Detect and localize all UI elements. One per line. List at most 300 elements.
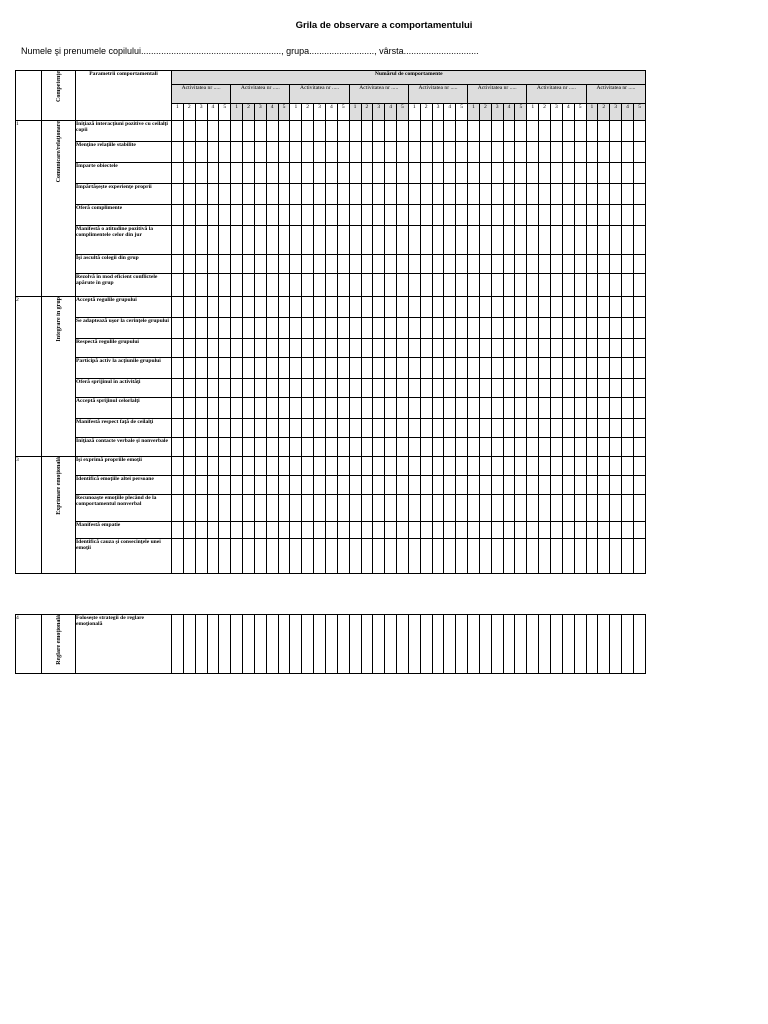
observation-cell[interactable] [633,274,645,297]
observation-cell[interactable] [314,398,326,419]
observation-cell[interactable] [432,226,444,255]
observation-cell[interactable] [468,184,480,205]
observation-cell[interactable] [183,615,195,674]
observation-cell[interactable] [207,522,219,539]
observation-cell[interactable] [527,184,539,205]
observation-cell[interactable] [432,522,444,539]
observation-cell[interactable] [219,495,231,522]
observation-cell[interactable] [243,438,255,457]
observation-cell[interactable] [325,398,337,419]
observation-cell[interactable] [337,318,349,339]
observation-cell[interactable] [539,205,551,226]
observation-cell[interactable] [574,339,586,358]
observation-cell[interactable] [456,539,468,574]
observation-cell[interactable] [515,522,527,539]
observation-cell[interactable] [420,274,432,297]
observation-cell[interactable] [491,419,503,438]
observation-cell[interactable] [254,163,266,184]
observation-cell[interactable] [266,318,278,339]
observation-cell[interactable] [397,121,409,142]
observation-cell[interactable] [207,339,219,358]
observation-cell[interactable] [385,142,397,163]
observation-cell[interactable] [254,495,266,522]
observation-cell[interactable] [432,419,444,438]
observation-cell[interactable] [610,255,622,274]
observation-cell[interactable] [302,274,314,297]
observation-cell[interactable] [373,419,385,438]
observation-cell[interactable] [527,255,539,274]
observation-cell[interactable] [243,274,255,297]
observation-cell[interactable] [515,226,527,255]
observation-cell[interactable] [408,163,420,184]
observation-cell[interactable] [302,297,314,318]
observation-cell[interactable] [444,398,456,419]
observation-cell[interactable] [468,615,480,674]
observation-cell[interactable] [491,255,503,274]
observation-cell[interactable] [325,379,337,398]
observation-cell[interactable] [610,205,622,226]
observation-cell[interactable] [539,121,551,142]
observation-cell[interactable] [302,339,314,358]
observation-cell[interactable] [562,142,574,163]
observation-cell[interactable] [254,339,266,358]
observation-cell[interactable] [373,476,385,495]
observation-cell[interactable] [562,226,574,255]
observation-cell[interactable] [468,419,480,438]
observation-cell[interactable] [254,457,266,476]
observation-cell[interactable] [385,274,397,297]
observation-cell[interactable] [527,495,539,522]
observation-cell[interactable] [266,495,278,522]
observation-cell[interactable] [503,476,515,495]
observation-cell[interactable] [373,318,385,339]
observation-cell[interactable] [207,184,219,205]
observation-cell[interactable] [539,539,551,574]
observation-cell[interactable] [278,318,290,339]
observation-cell[interactable] [337,522,349,539]
observation-cell[interactable] [456,142,468,163]
observation-cell[interactable] [586,379,598,398]
observation-cell[interactable] [491,522,503,539]
observation-cell[interactable] [207,398,219,419]
observation-cell[interactable] [290,358,302,379]
observation-cell[interactable] [278,226,290,255]
observation-cell[interactable] [586,163,598,184]
observation-cell[interactable] [254,255,266,274]
observation-cell[interactable] [361,438,373,457]
observation-cell[interactable] [278,184,290,205]
observation-cell[interactable] [515,457,527,476]
observation-cell[interactable] [231,358,243,379]
observation-cell[interactable] [622,495,634,522]
observation-cell[interactable] [622,121,634,142]
observation-cell[interactable] [456,297,468,318]
observation-cell[interactable] [491,495,503,522]
observation-cell[interactable] [479,495,491,522]
observation-cell[interactable] [503,358,515,379]
observation-cell[interactable] [551,255,563,274]
observation-cell[interactable] [243,184,255,205]
observation-cell[interactable] [290,339,302,358]
observation-cell[interactable] [325,121,337,142]
observation-cell[interactable] [503,121,515,142]
observation-cell[interactable] [314,255,326,274]
observation-cell[interactable] [373,297,385,318]
observation-cell[interactable] [444,184,456,205]
observation-cell[interactable] [290,163,302,184]
observation-cell[interactable] [633,318,645,339]
observation-cell[interactable] [491,398,503,419]
observation-cell[interactable] [337,539,349,574]
observation-cell[interactable] [551,205,563,226]
observation-cell[interactable] [195,379,207,398]
observation-cell[interactable] [539,379,551,398]
observation-cell[interactable] [456,205,468,226]
observation-cell[interactable] [527,457,539,476]
observation-cell[interactable] [491,318,503,339]
observation-cell[interactable] [266,539,278,574]
observation-cell[interactable] [183,184,195,205]
observation-cell[interactable] [207,379,219,398]
observation-cell[interactable] [195,318,207,339]
observation-cell[interactable] [420,297,432,318]
observation-cell[interactable] [373,358,385,379]
observation-cell[interactable] [183,274,195,297]
observation-cell[interactable] [361,495,373,522]
observation-cell[interactable] [574,358,586,379]
observation-cell[interactable] [349,495,361,522]
observation-cell[interactable] [562,495,574,522]
observation-cell[interactable] [456,358,468,379]
observation-cell[interactable] [243,163,255,184]
observation-cell[interactable] [586,476,598,495]
observation-cell[interactable] [444,358,456,379]
observation-cell[interactable] [503,457,515,476]
observation-cell[interactable] [266,398,278,419]
observation-cell[interactable] [633,358,645,379]
observation-cell[interactable] [468,297,480,318]
observation-cell[interactable] [633,495,645,522]
observation-cell[interactable] [349,457,361,476]
observation-cell[interactable] [456,476,468,495]
observation-cell[interactable] [373,539,385,574]
observation-cell[interactable] [503,438,515,457]
observation-cell[interactable] [172,438,184,457]
observation-cell[interactable] [503,205,515,226]
observation-cell[interactable] [219,184,231,205]
observation-cell[interactable] [610,398,622,419]
observation-cell[interactable] [444,297,456,318]
observation-cell[interactable] [397,205,409,226]
observation-cell[interactable] [231,495,243,522]
observation-cell[interactable] [172,205,184,226]
observation-cell[interactable] [432,142,444,163]
observation-cell[interactable] [183,339,195,358]
observation-cell[interactable] [349,438,361,457]
observation-cell[interactable] [361,274,373,297]
observation-cell[interactable] [373,163,385,184]
observation-cell[interactable] [468,539,480,574]
observation-cell[interactable] [562,476,574,495]
observation-cell[interactable] [325,438,337,457]
observation-cell[interactable] [183,522,195,539]
observation-cell[interactable] [314,419,326,438]
observation-cell[interactable] [207,142,219,163]
observation-cell[interactable] [598,226,610,255]
observation-cell[interactable] [574,318,586,339]
observation-cell[interactable] [183,163,195,184]
observation-cell[interactable] [420,438,432,457]
observation-cell[interactable] [231,457,243,476]
observation-cell[interactable] [527,205,539,226]
observation-cell[interactable] [172,163,184,184]
observation-cell[interactable] [539,184,551,205]
observation-cell[interactable] [266,379,278,398]
observation-cell[interactable] [254,274,266,297]
observation-cell[interactable] [207,539,219,574]
observation-cell[interactable] [243,398,255,419]
observation-cell[interactable] [444,457,456,476]
observation-cell[interactable] [503,339,515,358]
observation-cell[interactable] [337,142,349,163]
observation-cell[interactable] [266,163,278,184]
observation-cell[interactable] [610,476,622,495]
observation-cell[interactable] [551,163,563,184]
observation-cell[interactable] [302,476,314,495]
observation-cell[interactable] [397,184,409,205]
observation-cell[interactable] [219,274,231,297]
observation-cell[interactable] [420,339,432,358]
observation-cell[interactable] [515,419,527,438]
observation-cell[interactable] [562,539,574,574]
observation-cell[interactable] [278,476,290,495]
observation-cell[interactable] [562,318,574,339]
observation-cell[interactable] [527,339,539,358]
observation-cell[interactable] [385,318,397,339]
observation-cell[interactable] [468,255,480,274]
observation-cell[interactable] [183,205,195,226]
observation-cell[interactable] [397,142,409,163]
observation-cell[interactable] [610,419,622,438]
observation-cell[interactable] [539,495,551,522]
observation-cell[interactable] [195,495,207,522]
observation-cell[interactable] [539,318,551,339]
observation-cell[interactable] [468,495,480,522]
observation-cell[interactable] [278,163,290,184]
observation-cell[interactable] [314,339,326,358]
observation-cell[interactable] [195,358,207,379]
observation-cell[interactable] [361,142,373,163]
observation-cell[interactable] [349,339,361,358]
observation-cell[interactable] [598,476,610,495]
observation-cell[interactable] [456,274,468,297]
observation-cell[interactable] [266,438,278,457]
observation-cell[interactable] [491,297,503,318]
observation-cell[interactable] [527,476,539,495]
observation-cell[interactable] [479,184,491,205]
observation-cell[interactable] [551,379,563,398]
observation-cell[interactable] [231,184,243,205]
observation-cell[interactable] [527,419,539,438]
observation-cell[interactable] [527,539,539,574]
observation-cell[interactable] [325,142,337,163]
observation-cell[interactable] [183,476,195,495]
observation-cell[interactable] [622,358,634,379]
observation-cell[interactable] [539,398,551,419]
observation-cell[interactable] [432,615,444,674]
observation-cell[interactable] [243,121,255,142]
observation-cell[interactable] [278,495,290,522]
observation-cell[interactable] [172,457,184,476]
observation-cell[interactable] [408,205,420,226]
observation-cell[interactable] [278,339,290,358]
observation-cell[interactable] [598,184,610,205]
observation-cell[interactable] [278,358,290,379]
observation-cell[interactable] [527,121,539,142]
observation-cell[interactable] [408,476,420,495]
observation-cell[interactable] [254,438,266,457]
observation-cell[interactable] [231,539,243,574]
observation-cell[interactable] [172,226,184,255]
observation-cell[interactable] [408,358,420,379]
observation-cell[interactable] [337,255,349,274]
observation-cell[interactable] [479,615,491,674]
observation-cell[interactable] [278,297,290,318]
observation-cell[interactable] [515,255,527,274]
observation-cell[interactable] [539,457,551,476]
observation-cell[interactable] [539,226,551,255]
observation-cell[interactable] [420,184,432,205]
observation-cell[interactable] [610,297,622,318]
observation-cell[interactable] [633,379,645,398]
observation-cell[interactable] [231,522,243,539]
observation-cell[interactable] [314,318,326,339]
observation-cell[interactable] [479,438,491,457]
observation-cell[interactable] [314,184,326,205]
observation-cell[interactable] [183,398,195,419]
observation-cell[interactable] [385,379,397,398]
observation-cell[interactable] [479,522,491,539]
observation-cell[interactable] [610,457,622,476]
observation-cell[interactable] [610,615,622,674]
observation-cell[interactable] [479,274,491,297]
observation-cell[interactable] [219,379,231,398]
observation-cell[interactable] [491,163,503,184]
observation-cell[interactable] [491,274,503,297]
observation-cell[interactable] [432,398,444,419]
observation-cell[interactable] [586,205,598,226]
observation-cell[interactable] [207,121,219,142]
observation-cell[interactable] [420,457,432,476]
observation-cell[interactable] [266,274,278,297]
observation-cell[interactable] [254,142,266,163]
observation-cell[interactable] [219,398,231,419]
observation-cell[interactable] [444,495,456,522]
observation-cell[interactable] [266,522,278,539]
observation-cell[interactable] [503,539,515,574]
observation-cell[interactable] [183,255,195,274]
observation-cell[interactable] [515,297,527,318]
observation-cell[interactable] [302,358,314,379]
observation-cell[interactable] [325,476,337,495]
observation-cell[interactable] [302,615,314,674]
observation-cell[interactable] [397,255,409,274]
observation-cell[interactable] [420,398,432,419]
observation-cell[interactable] [515,121,527,142]
observation-cell[interactable] [397,339,409,358]
observation-cell[interactable] [456,398,468,419]
observation-cell[interactable] [278,457,290,476]
observation-cell[interactable] [468,226,480,255]
observation-cell[interactable] [610,142,622,163]
observation-cell[interactable] [195,522,207,539]
observation-cell[interactable] [444,255,456,274]
observation-cell[interactable] [243,255,255,274]
observation-cell[interactable] [385,297,397,318]
observation-cell[interactable] [314,457,326,476]
observation-cell[interactable] [444,142,456,163]
observation-cell[interactable] [290,495,302,522]
observation-cell[interactable] [551,419,563,438]
observation-cell[interactable] [172,339,184,358]
observation-cell[interactable] [243,205,255,226]
observation-cell[interactable] [432,539,444,574]
observation-cell[interactable] [468,522,480,539]
observation-cell[interactable] [562,358,574,379]
observation-cell[interactable] [254,184,266,205]
observation-cell[interactable] [195,539,207,574]
observation-cell[interactable] [432,121,444,142]
observation-cell[interactable] [302,379,314,398]
observation-cell[interactable] [337,226,349,255]
observation-cell[interactable] [468,476,480,495]
observation-cell[interactable] [361,358,373,379]
observation-cell[interactable] [610,495,622,522]
observation-cell[interactable] [586,184,598,205]
observation-cell[interactable] [479,297,491,318]
observation-cell[interactable] [479,121,491,142]
observation-cell[interactable] [515,398,527,419]
observation-cell[interactable] [325,274,337,297]
observation-cell[interactable] [172,539,184,574]
observation-cell[interactable] [622,539,634,574]
observation-cell[interactable] [183,142,195,163]
observation-cell[interactable] [551,398,563,419]
observation-cell[interactable] [207,297,219,318]
observation-cell[interactable] [479,476,491,495]
observation-cell[interactable] [397,495,409,522]
observation-cell[interactable] [420,495,432,522]
observation-cell[interactable] [243,615,255,674]
observation-cell[interactable] [574,495,586,522]
observation-cell[interactable] [254,226,266,255]
observation-cell[interactable] [468,339,480,358]
observation-cell[interactable] [325,184,337,205]
observation-cell[interactable] [468,142,480,163]
observation-cell[interactable] [551,142,563,163]
observation-cell[interactable] [515,339,527,358]
observation-cell[interactable] [479,226,491,255]
observation-cell[interactable] [503,274,515,297]
observation-cell[interactable] [385,539,397,574]
observation-cell[interactable] [420,379,432,398]
observation-cell[interactable] [325,255,337,274]
observation-cell[interactable] [243,318,255,339]
observation-cell[interactable] [278,379,290,398]
observation-cell[interactable] [266,226,278,255]
observation-cell[interactable] [574,398,586,419]
observation-cell[interactable] [503,142,515,163]
